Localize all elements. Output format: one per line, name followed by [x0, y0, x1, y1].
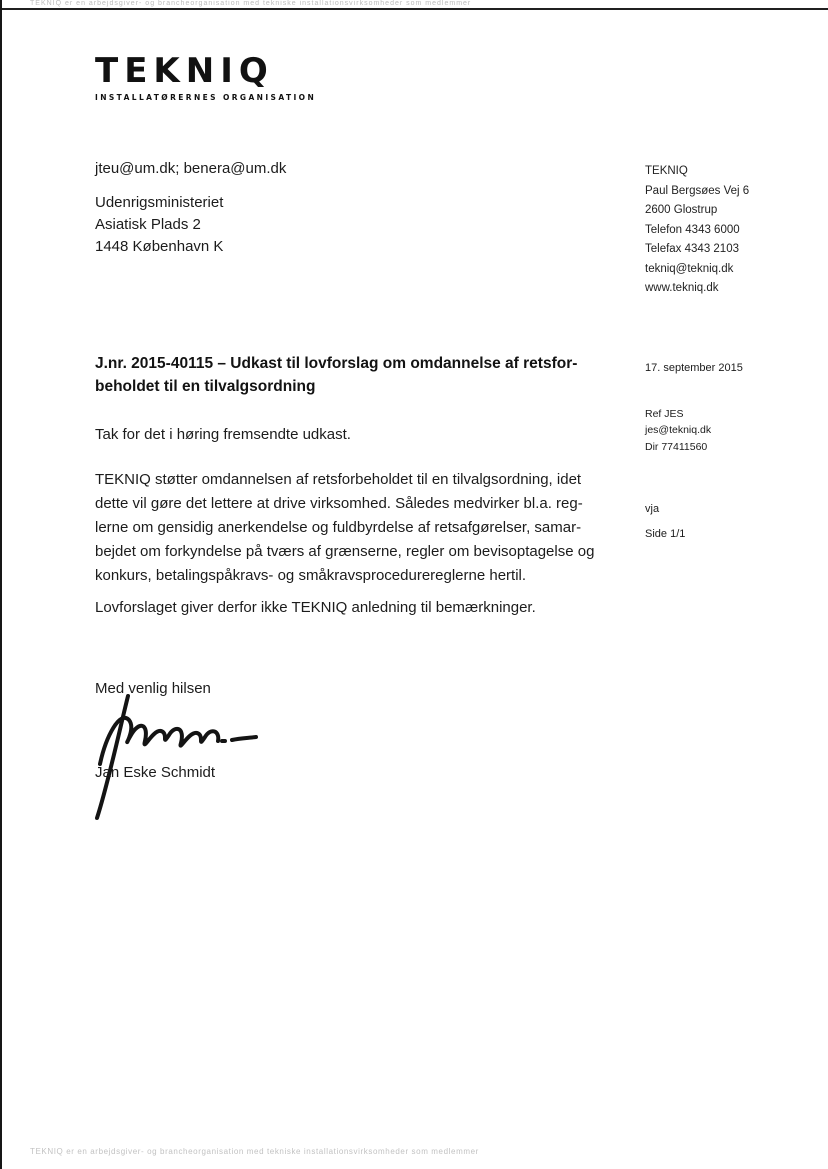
- sender-line: Telefax 4343 2103: [645, 243, 739, 255]
- body-line: konkurs, betalingspåkravs- og småkravsprocedurereglerne hertil.: [95, 567, 527, 584]
- body-line: dette vil gøre det lettere at drive virksomhed. Således medvirker bl.a. reg-: [95, 495, 583, 512]
- body-line: lerne om gensidig anerkendelse og fuldbyrdelse af retsafgørelser, samar-: [95, 519, 582, 536]
- reference-email: jes@tekniq.dk: [645, 424, 712, 436]
- sender-line: www.tekniq.dk: [645, 282, 719, 294]
- subject-line-2: beholdet til en tilvalgsordning: [95, 378, 316, 395]
- scan-top-artifact-text: TEKNIQ er en arbejdsgiver- og brancheorganisation med tekniske installationsvirksomheder som medlemmer: [30, 0, 472, 7]
- handwritten-signature: [86, 690, 266, 822]
- sender-line: 2600 Glostrup: [645, 204, 718, 216]
- scan-left-edge-line: [0, 0, 2, 1169]
- signer-name: Jan Eske Schmidt: [95, 764, 216, 781]
- sender-line: tekniq@tekniq.dk: [645, 262, 734, 275]
- direct-phone: Dir 77411560: [645, 441, 708, 453]
- paragraph-intro: Tak for det i høring fremsendte udkast.: [95, 426, 351, 443]
- recipient-block: [95, 158, 286, 258]
- paragraph-main: [95, 468, 655, 588]
- tekniq-logo-wordmark: TEKNIQ: [95, 51, 274, 91]
- body-line: TEKNIQ støtter omdannelsen af retsforbeholdet til en tilvalgsordning, idet: [95, 471, 582, 488]
- scan-top-edge-line: [0, 8, 828, 10]
- sender-line: Paul Bergsøes Vej 6: [645, 184, 750, 197]
- recipient-line: Udenrigsministeriet: [95, 194, 224, 211]
- recipient-line: Asiatisk Plads 2: [95, 216, 201, 233]
- letter-date: 17. september 2015: [645, 362, 743, 374]
- closing-salutation: Med venlig hilsen: [95, 680, 211, 697]
- body-line: bejdet om forkyndelse på tværs af grænserne, regler om bevisoptagelse og: [95, 543, 595, 560]
- recipient-emails: jteu@um.dk; benera@um.dk: [95, 160, 287, 177]
- reference-initials: Ref JES: [645, 408, 684, 420]
- typist-initials: vja: [645, 503, 660, 515]
- tekniq-logo: [95, 52, 316, 102]
- recipient-line: 1448 København K: [95, 238, 224, 255]
- sender-line: TEKNIQ: [645, 165, 688, 177]
- subject-line: [95, 352, 655, 398]
- tekniq-logo-tagline: INSTALLATØRERNES ORGANISATION: [95, 93, 317, 102]
- subject-line-1: J.nr. 2015-40115 – Udkast til lovforslag om omdannelse af retsfor-: [95, 355, 578, 372]
- sender-line: Telefon 4343 6000: [645, 223, 740, 236]
- sender-address-block: [645, 162, 749, 299]
- page-number: Side 1/1: [645, 528, 686, 540]
- paragraph-outro: Lovforslaget giver derfor ikke TEKNIQ anledning til bemærkninger.: [95, 599, 536, 616]
- footer-tagline: TEKNIQ er en arbejdsgiver- og brancheorganisation med tekniske installationsvirksomheder som medlemmer: [30, 1147, 479, 1156]
